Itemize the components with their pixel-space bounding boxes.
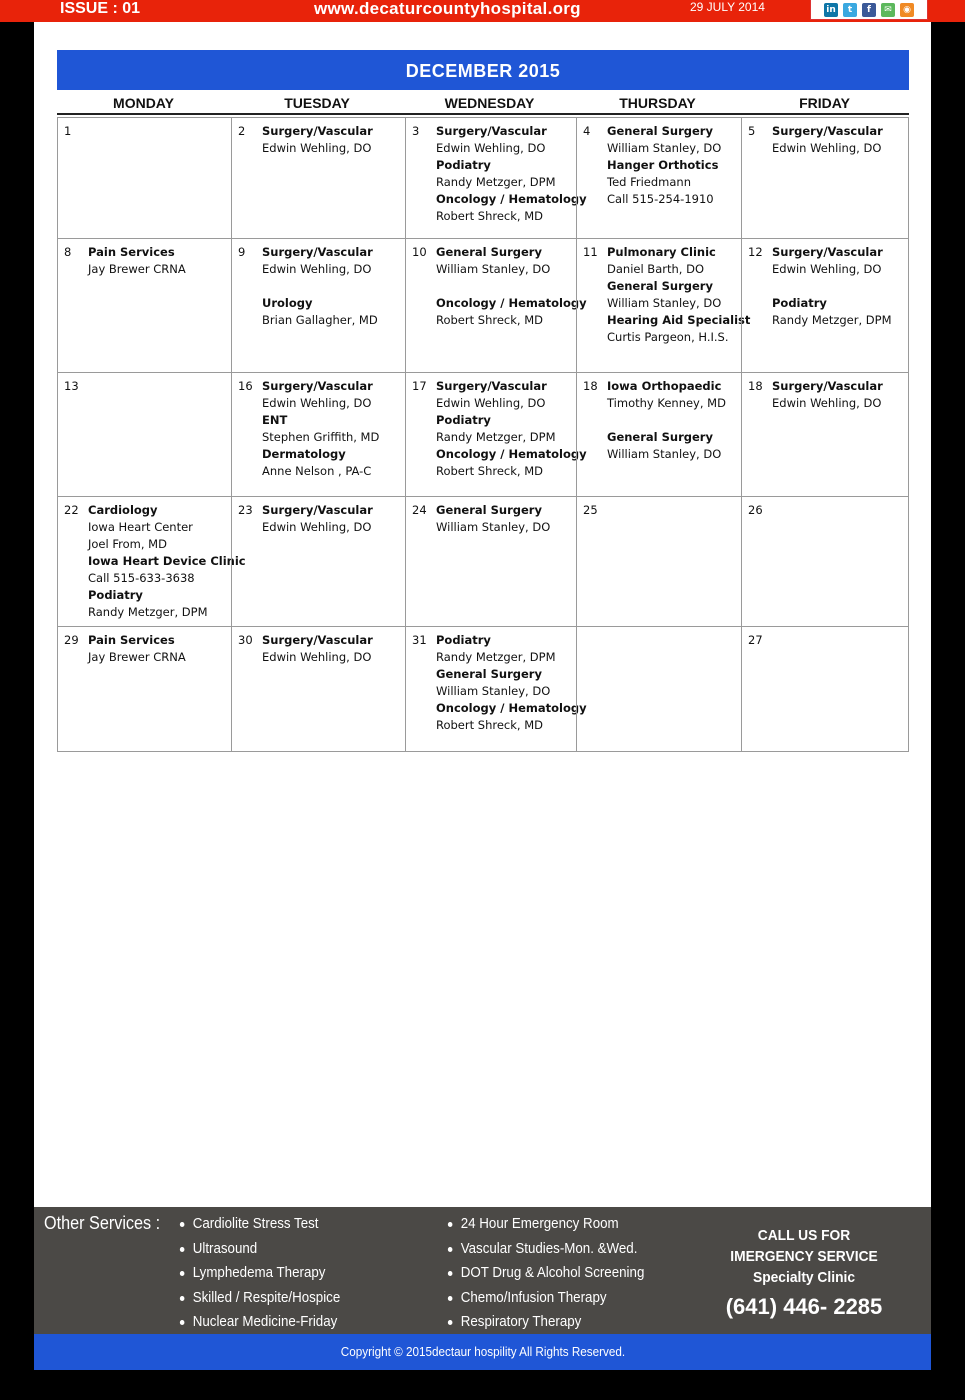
- clinic-name: Pulmonary Clinic: [607, 245, 716, 259]
- calendar-day-cell: [231, 239, 405, 372]
- service-item: Ultrasound: [178, 1237, 340, 1262]
- calendar-day-cell: [405, 627, 587, 752]
- day-number: 12: [748, 245, 763, 259]
- clinic-name: General Surgery: [607, 430, 713, 444]
- call-box: [714, 1225, 894, 1320]
- provider-name: Brian Gallagher, MD: [262, 313, 378, 327]
- provider-name: Ted Friedmann: [607, 175, 692, 189]
- clinic-name: General Surgery: [607, 124, 713, 138]
- calendar-day-cell: [405, 239, 587, 372]
- provider-name: [607, 412, 739, 429]
- weekday-friday: FRIDAY: [799, 95, 850, 111]
- clinic-name: Surgery/Vascular: [262, 379, 373, 393]
- calendar-week-row: [58, 117, 908, 238]
- provider-name: Randy Metzger, DPM: [88, 605, 208, 619]
- phone-number[interactable]: (641) 446- 2285: [725, 1294, 883, 1319]
- day-number: 24: [412, 503, 427, 517]
- day-entries: [262, 123, 403, 157]
- provider-name: William Stanley, DO: [607, 447, 722, 461]
- provider-name: [262, 278, 403, 295]
- day-number: 16: [238, 379, 253, 393]
- provider-name: Randy Metzger, DPM: [436, 175, 556, 189]
- calendar-day-cell: [576, 497, 741, 626]
- day-number: 3: [412, 124, 420, 138]
- clinic-name: Surgery/Vascular: [262, 245, 373, 259]
- provider-name: Randy Metzger, DPM: [436, 650, 556, 664]
- day-number: 5: [748, 124, 756, 138]
- clinic-name: Surgery/Vascular: [436, 124, 547, 138]
- rss-icon[interactable]: ◉: [900, 3, 914, 17]
- provider-name: Curtis Pargeon, H.I.S.: [607, 330, 729, 344]
- provider-name: Robert Shreck, MD: [436, 718, 543, 732]
- provider-name: William Stanley, DO: [436, 262, 551, 276]
- day-number: 8: [64, 245, 72, 259]
- calendar-day-cell: [576, 239, 751, 372]
- provider-name: Anne Nelson , PA-C: [262, 464, 372, 478]
- clinic-name: Hearing Aid Specialist: [607, 313, 751, 327]
- facebook-icon[interactable]: f: [862, 3, 876, 17]
- calendar-day-cell: [405, 118, 587, 238]
- calendar-week-row: [58, 496, 908, 626]
- day-entries: [262, 632, 403, 666]
- day-number: 1: [64, 124, 72, 138]
- clinic-name: Pain Services: [88, 245, 175, 259]
- service-item: Lymphedema Therapy: [178, 1261, 340, 1286]
- provider-name: Daniel Barth, DO: [607, 262, 704, 276]
- provider-name: William Stanley, DO: [436, 684, 551, 698]
- clinic-name: Urology: [262, 296, 313, 310]
- provider-name: Robert Shreck, MD: [436, 209, 543, 223]
- clinic-name: General Surgery: [436, 503, 542, 517]
- calendar-day-cell: [58, 373, 231, 496]
- provider-name: Edwin Wehling, DO: [262, 396, 372, 410]
- provider-name: Randy Metzger, DPM: [436, 430, 556, 444]
- clinic-name: Surgery/Vascular: [262, 633, 373, 647]
- clinic-name: Iowa Orthopaedic: [607, 379, 722, 393]
- day-entries: [436, 244, 587, 329]
- calendar-day-cell: [231, 118, 405, 238]
- calendar-day-cell: [231, 497, 405, 626]
- service-item: Skilled / Respite/Hospice: [178, 1286, 340, 1311]
- day-number: 30: [238, 633, 253, 647]
- service-item: Nuclear Medicine-Friday: [178, 1310, 340, 1335]
- issue-date: 29 JULY 2014: [690, 0, 765, 14]
- provider-name: William Stanley, DO: [607, 296, 722, 310]
- calendar-day-cell: [576, 118, 741, 238]
- day-entries: [607, 123, 739, 208]
- clinic-name: Surgery/Vascular: [436, 379, 547, 393]
- copyright-text: Copyright © 2015dectaur hospility All Rights Reserved.: [340, 1344, 625, 1359]
- service-item: DOT Drug & Alcohol Screening: [446, 1261, 644, 1286]
- clinic-name: Surgery/Vascular: [772, 124, 883, 138]
- provider-name: Iowa Heart Center: [88, 520, 193, 534]
- services-list-left: [178, 1212, 354, 1335]
- service-item: Chemo/Infusion Therapy: [446, 1286, 644, 1311]
- day-entries: [88, 632, 229, 666]
- weekday-monday: MONDAY: [113, 95, 174, 111]
- calendar-day-cell: [741, 239, 910, 372]
- calendar-day-cell: [231, 627, 405, 752]
- day-entries: [262, 502, 403, 536]
- weekday-tuesday: TUESDAY: [284, 95, 350, 111]
- day-number: 10: [412, 245, 427, 259]
- day-number: 27: [748, 633, 763, 647]
- calendar-day-cell: [58, 627, 231, 752]
- day-entries: [607, 244, 751, 346]
- clinic-name: Podiatry: [436, 633, 491, 647]
- day-entries: [436, 378, 587, 480]
- day-number: 4: [583, 124, 591, 138]
- day-entries: [88, 244, 229, 278]
- calendar-day-cell: [231, 373, 405, 496]
- provider-name: William Stanley, DO: [607, 141, 722, 155]
- day-number: 9: [238, 245, 246, 259]
- provider-name: Edwin Wehling, DO: [262, 262, 372, 276]
- calendar-week-row: [58, 372, 908, 496]
- clinic-name: Surgery/Vascular: [772, 245, 883, 259]
- day-entries: [262, 244, 403, 329]
- day-entries: [262, 378, 403, 480]
- provider-name: Edwin Wehling, DO: [436, 141, 546, 155]
- provider-name: Edwin Wehling, DO: [772, 396, 882, 410]
- day-entries: [772, 123, 908, 157]
- day-number: 11: [583, 245, 598, 259]
- clinic-name: Podiatry: [88, 588, 143, 602]
- provider-name: Timothy Kenney, MD: [607, 396, 726, 410]
- email-icon[interactable]: ✉: [881, 3, 895, 17]
- provider-name: [436, 278, 574, 295]
- clinic-name: Podiatry: [436, 158, 491, 172]
- clinic-name: Surgery/Vascular: [262, 124, 373, 138]
- weekday-thursday: THURSDAY: [619, 95, 696, 111]
- site-url-link[interactable]: www.decaturcountyhospital.org: [314, 0, 581, 18]
- clinic-name: General Surgery: [436, 667, 542, 681]
- day-number: 29: [64, 633, 79, 647]
- provider-name: Joel From, MD: [88, 537, 167, 551]
- day-number: 17: [412, 379, 427, 393]
- day-number: 13: [64, 379, 79, 393]
- provider-name: Edwin Wehling, DO: [262, 650, 372, 664]
- calendar-day-cell: [576, 627, 741, 752]
- clinic-name: Podiatry: [772, 296, 827, 310]
- day-number: 18: [748, 379, 763, 393]
- call-line-2: IMERGENCY SERVICE: [730, 1248, 878, 1265]
- day-entries: [436, 632, 587, 734]
- day-number: 18: [583, 379, 598, 393]
- clinic-name: Oncology / Hematology: [436, 296, 587, 310]
- calendar-day-cell: [576, 373, 741, 496]
- provider-name: Randy Metzger, DPM: [772, 313, 892, 327]
- provider-name: Edwin Wehling, DO: [262, 141, 372, 155]
- call-line-3: Specialty Clinic: [752, 1269, 856, 1286]
- twitter-icon[interactable]: t: [843, 3, 857, 17]
- provider-name: Edwin Wehling, DO: [772, 141, 882, 155]
- day-entries: [436, 123, 587, 225]
- clinic-name: Oncology / Hematology: [436, 447, 587, 461]
- provider-name: William Stanley, DO: [436, 520, 551, 534]
- linkedin-icon[interactable]: in: [824, 3, 838, 17]
- clinic-name: General Surgery: [607, 279, 713, 293]
- provider-name: Jay Brewer CRNA: [88, 650, 186, 664]
- clinic-name: Iowa Heart Device Clinic: [88, 554, 246, 568]
- clinic-name: Podiatry: [436, 413, 491, 427]
- provider-name: [772, 278, 908, 295]
- clinic-name: Surgery/Vascular: [772, 379, 883, 393]
- service-item: Cardiolite Stress Test: [178, 1212, 340, 1237]
- day-entries: [772, 244, 908, 329]
- day-number: 2: [238, 124, 246, 138]
- call-line-1: CALL US FOR: [757, 1227, 851, 1244]
- calendar-week-row: [58, 626, 908, 752]
- clinic-name: General Surgery: [436, 245, 542, 259]
- other-services-label: Other Services :: [44, 1213, 161, 1233]
- day-entries: [772, 378, 908, 412]
- day-entries: [436, 502, 574, 536]
- provider-name: Stephen Griffith, MD: [262, 430, 380, 444]
- provider-name: Edwin Wehling, DO: [772, 262, 882, 276]
- provider-name: Jay Brewer CRNA: [88, 262, 186, 276]
- service-item: Respiratory Therapy: [446, 1310, 644, 1335]
- provider-name: Call 515-254-1910: [607, 192, 714, 206]
- copyright-bar: [34, 1334, 931, 1370]
- services-list-right: [446, 1212, 662, 1335]
- calendar-day-cell: [405, 373, 587, 496]
- calendar-day-cell: [58, 239, 231, 372]
- footer-services: [34, 1207, 931, 1334]
- day-number: 26: [748, 503, 763, 517]
- day-entries: [607, 378, 739, 463]
- day-number: 25: [583, 503, 598, 517]
- clinic-name: Surgery/Vascular: [262, 503, 373, 517]
- service-item: Vascular Studies-Mon. &Wed.: [446, 1237, 644, 1262]
- provider-name: Robert Shreck, MD: [436, 313, 543, 327]
- clinic-name: Oncology / Hematology: [436, 192, 587, 206]
- calendar-day-cell: [741, 118, 910, 238]
- social-icons: [810, 0, 928, 20]
- clinic-name: Cardiology: [88, 503, 158, 517]
- clinic-name: Oncology / Hematology: [436, 701, 587, 715]
- day-number: 31: [412, 633, 427, 647]
- calendar-day-cell: [741, 373, 910, 496]
- day-number: 23: [238, 503, 253, 517]
- clinic-name: ENT: [262, 413, 288, 427]
- provider-name: Edwin Wehling, DO: [436, 396, 546, 410]
- clinic-name: Hanger Orthotics: [607, 158, 719, 172]
- provider-name: Call 515-633-3638: [88, 571, 195, 585]
- calendar-day-cell: [405, 497, 576, 626]
- calendar-grid: [57, 117, 909, 752]
- weekday-header: [57, 95, 909, 115]
- top-bar: [0, 0, 965, 22]
- provider-name: Robert Shreck, MD: [436, 464, 543, 478]
- provider-name: Edwin Wehling, DO: [262, 520, 372, 534]
- issue-number: ISSUE : 01: [60, 0, 141, 17]
- service-item: 24 Hour Emergency Room: [446, 1212, 644, 1237]
- clinic-name: Dermatology: [262, 447, 346, 461]
- day-number: 22: [64, 503, 79, 517]
- calendar-day-cell: [741, 627, 910, 752]
- calendar-day-cell: [58, 118, 231, 238]
- calendar-title: DECEMBER 2015: [57, 50, 909, 90]
- clinic-name: Pain Services: [88, 633, 175, 647]
- calendar-week-row: [58, 238, 908, 372]
- weekday-wednesday: WEDNESDAY: [444, 95, 535, 111]
- calendar-day-cell: [741, 497, 910, 626]
